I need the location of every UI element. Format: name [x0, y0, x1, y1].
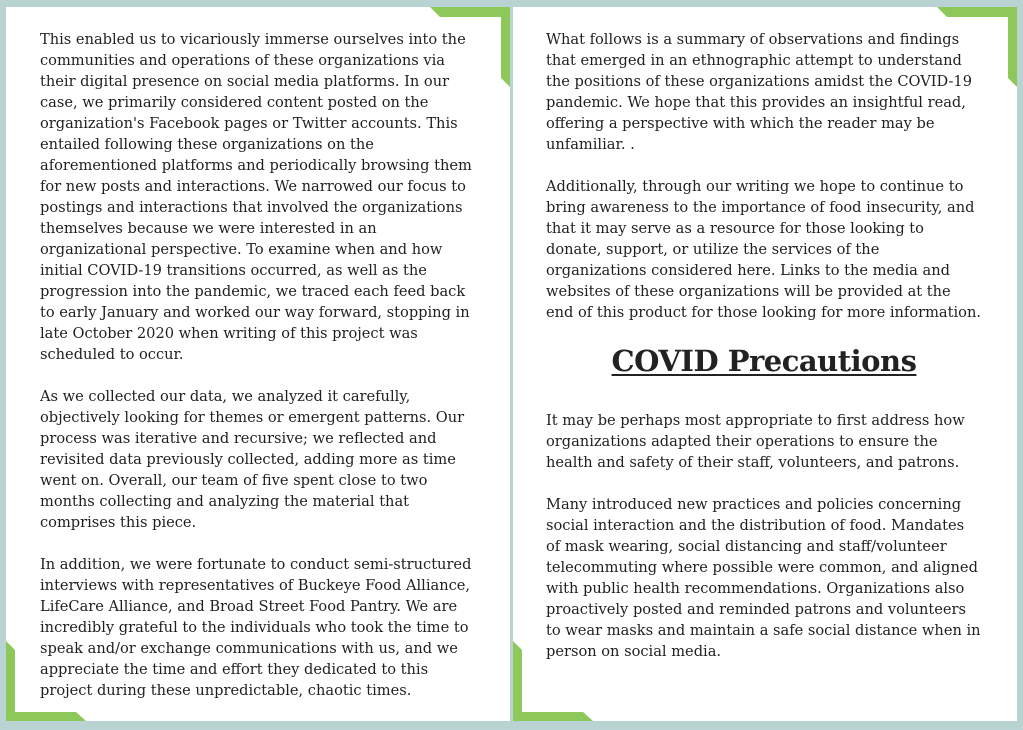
right-page-content: [546, 29, 982, 683]
left-page: [6, 7, 510, 721]
right-paragraph-2: Additionally, through our writing we hope to continue to bring awareness to the importance of food insecurity, and that it may serve as a resource for those looking to donate, support, or utilize the services of the organizations considered here. Links to the media and websites of these organizations will be provided at the end of this product for those looking for more information.: [546, 178, 981, 321]
right-page: [513, 7, 1017, 721]
left-paragraph-3: In addition, we were fortunate to conduct semi-structured interviews with representatives of Buckeye Food Alliance, LifeCare Alliance, and Broad Street Food Pantry. We are incredibly grateful to the individuals who took the time to speak and/or exchange communications with us, and we appreciate the time and effort they dedicated to this project during these unpredictable, chaotic times.: [40, 556, 472, 699]
section-heading: COVID Precautions: [611, 344, 917, 378]
left-page-content: [40, 29, 480, 721]
left-paragraph-1: This enabled us to vicariously immerse ourselves into the communities and operations of these organizations via their digital presence on social media platforms. In our case, we primarily considered content posted on the organization's Facebook pages or Twitter accounts. This entailed following these organizations on the aforementioned platforms and periodically browsing them for new posts and interactions. We narrowed our focus to postings and interactions that involved the organizations themselves because we were interested in an organizational perspective. To examine when and how initial COVID-19 transitions occurred, as well as the progression into the pandemic, we traced each feed back to early January and worked our way forward, stopping in late October 2020 when writing of this project was scheduled to occur.: [40, 31, 472, 363]
left-paragraph-2: As we collected our data, we analyzed it carefully, objectively looking for themes or emergent patterns. Our process was iterative and recursive; we reflected and revisited data previously collected, adding more as time went on. Overall, our team of five spent close to two months collecting and analyzing the material that comprises this piece.: [40, 388, 465, 531]
right-paragraph-1: What follows is a summary of observations and findings that emerged in an ethnographic attempt to understand the positions of these organizations amidst the COVID-19 pandemic. We hope that this provides an insightful read, offering a perspective with which the reader may be unfamiliar. .: [546, 31, 972, 153]
right-paragraph-4: Many introduced new practices and policies concerning social interaction and the distribution of food. Mandates of mask wearing, social distancing and staff/volunteer telecommuting where possible were common, and aligned with public health recommendations. Organizations also proactively posted and reminded patrons and volunteers to wear masks and maintain a safe social distance when in person on social media.: [546, 496, 981, 660]
right-paragraph-3: It may be perhaps most appropriate to first address how organizations adapted their operations to ensure the health and safety of their staff, volunteers, and patrons.: [546, 412, 965, 471]
